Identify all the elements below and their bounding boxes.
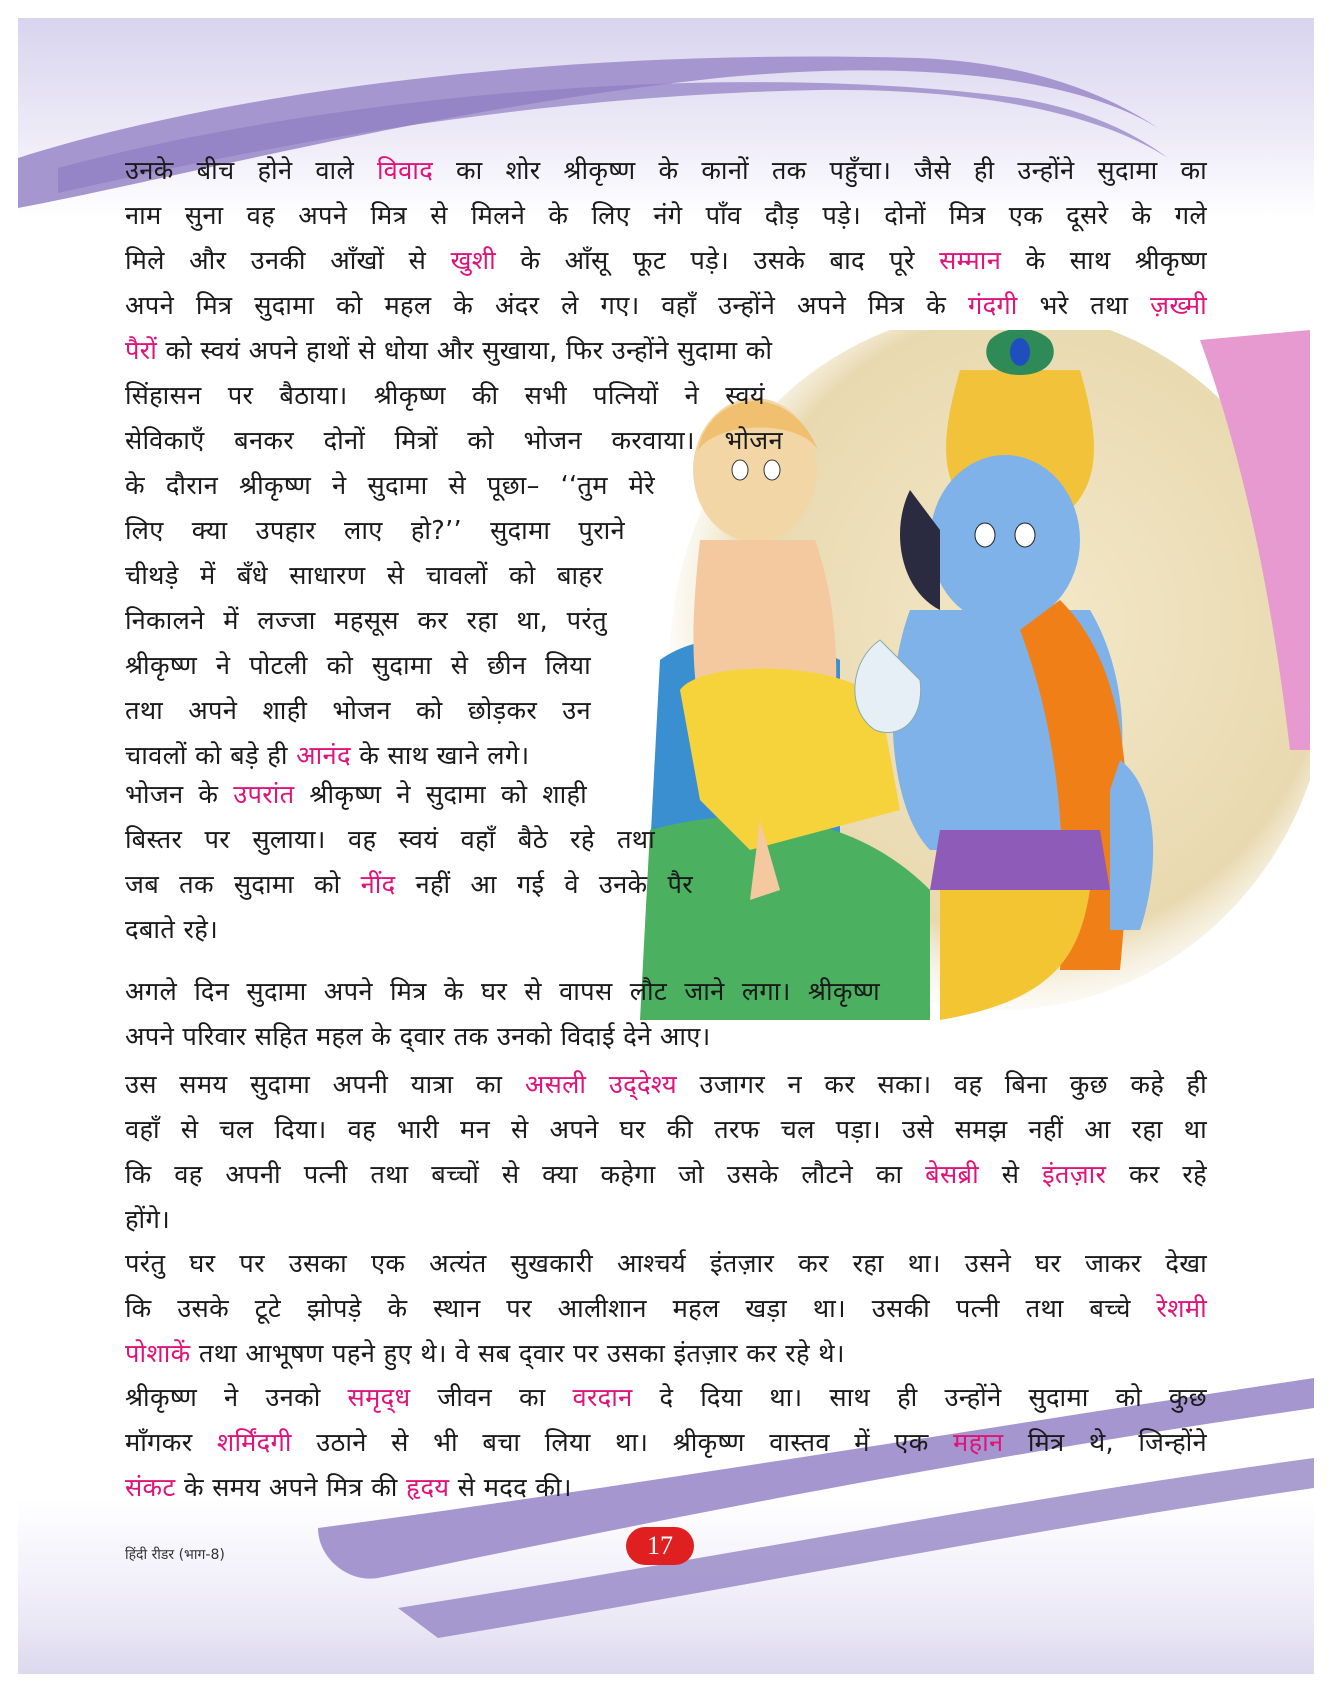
text-run: श्रीकृष्ण ने उनको <box>125 1383 348 1413</box>
text-run: अपने परिवार सहित महल के द्‌वार तक उनको विदाई देने आए। <box>125 1022 711 1052</box>
text-line <box>125 863 693 908</box>
highlighted-word: आनंद <box>296 741 351 771</box>
text-run: उजागर न कर सका। वह बिना कुछ कहे ही <box>677 1070 1207 1100</box>
text-run: होंगे। <box>125 1205 171 1235</box>
text-line <box>125 1242 1207 1287</box>
text-run: भोजन के <box>125 780 234 810</box>
text-line <box>125 908 425 953</box>
text-line <box>125 689 591 734</box>
highlighted-word: उपरांत <box>233 780 295 810</box>
text-run: चीथड़े में बँधे साधारण से चावलों को बाहर <box>125 561 603 591</box>
paragraph-5 <box>125 1242 1207 1377</box>
text-line <box>125 970 880 1015</box>
text-run: के दौरान श्रीकृष्ण ने सुदामा से पूछा– ‘‘तुम मेरे <box>125 471 655 501</box>
text-run: तथा अपने शाही भोजन को छोड़कर उन <box>125 696 591 726</box>
book-title: हिंदी रीडर (भाग-8) <box>125 1547 225 1563</box>
text-run: के समय अपने मित्र की <box>175 1473 407 1503</box>
highlighted-word: वरदान <box>572 1383 633 1413</box>
highlighted-word: रेशमी <box>1156 1294 1207 1324</box>
text-run: परंतु घर पर उसका एक अत्यंत सुखकारी आश्चर्य इंतज़ार कर रहा था। उसने घर जाकर देखा <box>125 1249 1207 1279</box>
text-line <box>125 773 587 818</box>
text-run: मिले और उनकी आँखों से <box>125 246 451 276</box>
paragraph-6 <box>125 1376 1207 1511</box>
text-line <box>125 1332 1065 1377</box>
text-line <box>125 599 607 644</box>
text-line <box>125 374 765 419</box>
text-line <box>125 1421 1207 1466</box>
text-run: उस समय सुदामा अपनी यात्रा का <box>125 1070 525 1100</box>
text-run: दे दिया था। साथ ही उन्होंने सुदामा को कुछ <box>632 1383 1207 1413</box>
text-run: के साथ श्रीकृष्ण <box>1001 246 1207 276</box>
text-run: मित्र थे, जिन्होंने <box>1003 1428 1207 1458</box>
highlighted-word: पैरों <box>125 336 158 366</box>
highlighted-word: नींद <box>360 870 396 900</box>
text-run: उठाने से भी बचा लिया था। श्रीकृष्ण वास्तव में एक <box>291 1428 954 1458</box>
highlighted-word: ज़ख्मी <box>1150 291 1207 321</box>
text-run: श्रीकृष्ण ने पोटली को सुदामा से छीन लिया <box>125 651 591 681</box>
page-number-badge: 17 <box>626 1527 694 1565</box>
text-run: अपने मित्र सुदामा को महल के अंदर ले गए। वहाँ उन्होंने अपने मित्र के <box>125 291 968 321</box>
text-line <box>125 1153 1207 1198</box>
highlighted-word: विवाद <box>377 156 434 186</box>
text-run: के साथ खाने लगे। <box>350 741 530 771</box>
text-run: अगले दिन सुदामा अपने मित्र के घर से वापस लौट जाने लगा। श्रीकृष्ण <box>125 977 880 1007</box>
highlighted-word: महान <box>953 1428 1004 1458</box>
text-run: निकालने में लज्जा महसूस कर रहा था, परंतु <box>125 606 607 636</box>
highlighted-word: इंतज़ार <box>1042 1160 1107 1190</box>
text-run: बिस्तर पर सुलाया। वह स्वयं वहाँ बैठे रहे तथा <box>125 825 655 855</box>
text-run: दबाते रहे। <box>125 915 219 945</box>
text-run: भरे तथा <box>1017 291 1151 321</box>
text-line <box>125 1466 685 1511</box>
text-line <box>125 509 625 554</box>
text-run: माँगकर <box>125 1428 217 1458</box>
text-run: को स्वयं अपने हाथों से धोया और सुखाया, फिर उन्होंने सुदामा को <box>157 336 773 366</box>
text-line <box>125 1287 1207 1332</box>
paragraph-1 <box>125 149 1207 779</box>
text-run: सेविकाएँ बनकर दोनों मित्रों को भोजन करवाया। भोजन <box>125 426 783 456</box>
text-line <box>125 1376 1207 1421</box>
text-line <box>125 1015 785 1060</box>
text-run: चावलों को बड़े ही <box>125 741 297 771</box>
text-run: कर रहे <box>1106 1160 1207 1190</box>
highlighted-word: समृद्‌ध <box>347 1383 411 1413</box>
highlighted-word: गंदगी <box>967 291 1018 321</box>
text-run: उनके बीच होने वाले <box>125 156 378 186</box>
text-run: वहाँ से चल दिया। वह भारी मन से अपने घर की तरफ चल पड़ा। उसे समझ नहीं आ रहा था <box>125 1115 1207 1145</box>
text-run: सिंहासन पर बैठाया। श्रीकृष्ण की सभी पत्नियों ने स्वयं <box>125 381 765 411</box>
text-run: से मदद की। <box>449 1473 572 1503</box>
text-run: नहीं आ गई वे उनके पैर <box>395 870 693 900</box>
text-run: कि उसके टूटे झोपड़े के स्थान पर आलीशान महल खड़ा था। उसकी पत्नी तथा बच्चे <box>125 1294 1157 1324</box>
text-run: जब तक सुदामा को <box>125 870 361 900</box>
text-run: श्रीकृष्ण ने सुदामा को शाही <box>294 780 587 810</box>
highlighted-word: हृदय <box>406 1473 450 1503</box>
text-run: तथा आभूषण पहने हुए थे। वे सब द्‌वार पर उसका इंतज़ार कर रहे थे। <box>190 1339 845 1369</box>
highlighted-word: बेसब्री <box>925 1160 979 1190</box>
highlighted-word: खुशी <box>450 246 497 276</box>
highlighted-word: शर्मिंदगी <box>216 1428 292 1458</box>
highlighted-word: पोशाकें <box>125 1339 191 1369</box>
text-line <box>125 329 873 374</box>
text-run: से <box>979 1160 1043 1190</box>
paragraph-3 <box>125 970 1207 1060</box>
paragraph-4 <box>125 1063 1207 1243</box>
text-line <box>125 1198 245 1243</box>
paragraph-2 <box>125 773 1207 953</box>
text-run: का शोर श्रीकृष्ण के कानों तक पहुँचा। जैसे ही उन्होंने सुदामा का <box>433 156 1208 186</box>
text-line <box>125 1063 1207 1108</box>
text-line <box>125 239 1207 284</box>
highlighted-word: असली उद्‌देश्य <box>524 1070 678 1100</box>
text-run: जीवन का <box>410 1383 573 1413</box>
text-line <box>125 149 1207 194</box>
text-line <box>125 194 1207 239</box>
highlighted-word: सम्मान <box>939 246 1002 276</box>
text-line <box>125 554 603 599</box>
text-run: लिए क्या उपहार लाए हो?’’ सुदामा पुराने <box>125 516 625 546</box>
text-run: कि वह अपनी पत्नी तथा बच्चों से क्या कहेगा जो उसके लौटने का <box>125 1160 926 1190</box>
text-line <box>125 419 783 464</box>
text-line <box>125 464 655 509</box>
text-run: नाम सुना वह अपने मित्र से मिलने के लिए नंगे पाँव दौड़ पड़े। दोनों मित्र एक दूसरे के गले <box>125 201 1207 231</box>
text-line <box>125 644 591 689</box>
highlighted-word: संकट <box>125 1473 176 1503</box>
text-run: के आँसू फूट पड़े। उसके बाद पूरे <box>496 246 940 276</box>
text-line <box>125 1108 1207 1153</box>
text-line <box>125 284 1207 329</box>
text-line <box>125 818 655 863</box>
